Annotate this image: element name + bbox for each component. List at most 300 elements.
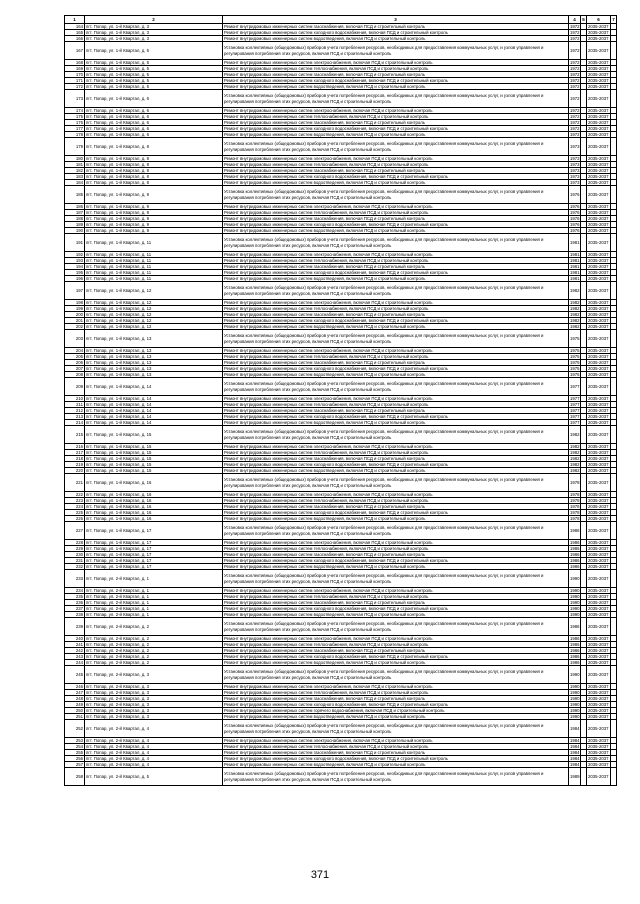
table-row xyxy=(65,720,617,738)
row-number-cell: 208 xyxy=(65,372,85,378)
period-cell: 2035-2037 xyxy=(588,540,609,545)
work-description-cell: Ремонт внутридомовых инженерных систем электроснабжения, включая ПСД и строительный контроль xyxy=(223,396,569,402)
period-cell: 2035-2037 xyxy=(588,510,609,515)
period-cell: 2035-2037 xyxy=(588,738,609,743)
work-description-cell: Ремонт внутридомовых инженерных систем электроснабжения, включая ПСД и строительный контроль xyxy=(223,492,569,498)
work-description-cell: Ремонт внутридомовых инженерных систем газоснабжения, включая ПСД и строительный контроль xyxy=(223,696,569,702)
work-description-cell: Ремонт внутридомовых инженерных систем теплоснабжения, включая ПСД и строительный контроль xyxy=(223,498,569,504)
build-year-cell: 1975 xyxy=(570,366,580,371)
col-7-cell xyxy=(611,90,617,108)
col-7-cell xyxy=(611,618,617,636)
period-cell: 2035-2037 xyxy=(588,612,609,617)
table-row xyxy=(65,330,617,348)
period-cell: 2035-2037 xyxy=(587,138,611,156)
col-7-cell xyxy=(611,42,617,60)
period-cell: 2035-2037 xyxy=(588,420,609,425)
period-cell: 2035-2037 xyxy=(588,552,609,557)
work-description-cell: Ремонт внутридомовых инженерных систем газоснабжения, включая ПСД и строительный контроль xyxy=(223,264,569,270)
work-description-cell: Ремонт внутридомовых инженерных систем электроснабжения, включая ПСД и строительный контроль xyxy=(223,588,569,594)
build-year-cell: 1972 xyxy=(570,132,580,137)
period-cell: 2035-2037 xyxy=(588,204,609,209)
address-cell: пгт. Попар, ул. 1-й Квартал, д. 6 xyxy=(85,90,223,108)
row-number-cell: 221 xyxy=(65,474,85,492)
build-year-cell: 1973 xyxy=(570,180,580,185)
row-number-cell: 231 xyxy=(65,558,85,564)
build-year-cell: 1990 xyxy=(570,684,580,689)
period-cell: 2035-2037 xyxy=(588,354,609,359)
row-number-cell: 248 xyxy=(65,696,85,702)
build-year-cell: 1972 xyxy=(570,36,580,41)
build-year-cell: 1986 xyxy=(569,522,581,540)
row-number-cell: 184 xyxy=(65,180,85,186)
header-cell-6: 6 xyxy=(587,16,611,24)
work-description-cell: Установка коллективных (общедомовых) приборов учета потребления ресурсов, необходимых для предоставления коммунальных услуг, и узлов управления и регулирования потребления этих ресурсов, включая ПСД и строительный контроль xyxy=(223,234,569,252)
work-description-cell: Ремонт внутридомовых инженерных систем электроснабжения, включая ПСД и строительный контроль xyxy=(223,204,569,210)
work-description-cell: Ремонт внутридомовых инженерных систем водоотведения, включая ПСД и строительный контроль xyxy=(223,276,569,282)
build-year-cell: 1975 xyxy=(569,330,581,348)
address-cell: пгт. Попар, ул. 1-й Квартал, д. 14 xyxy=(85,420,223,426)
address-cell: пгт. Попар, ул. 2-й Квартал, д. 1 xyxy=(85,600,223,606)
period-cell: 2035-2037 xyxy=(588,450,609,455)
period-cell: 2035-2037 xyxy=(588,546,609,551)
work-description-cell: Ремонт внутридомовых инженерных систем водоотведения, включая ПСД и строительный контроль xyxy=(223,612,569,618)
build-year-cell: 1972 xyxy=(570,30,580,35)
period-cell: 2035-2037 xyxy=(588,654,609,659)
address-cell: пгт. Попар, ул. 1-й Квартал, д. 16 xyxy=(85,504,223,510)
row-number-cell: 237 xyxy=(65,606,85,612)
work-description-cell: Ремонт внутридомовых инженерных систем электроснабжения, включая ПСД и строительный контроль xyxy=(223,252,569,258)
build-year-cell: 1982 xyxy=(570,318,580,323)
work-description-cell: Ремонт внутридомовых инженерных систем электроснабжения, включая ПСД и строительный контроль xyxy=(223,300,569,306)
row-number-cell: 205 xyxy=(65,354,85,360)
address-cell: пгт. Попар, ул. 1-й Квартал, д. 13 xyxy=(85,348,223,354)
period-cell: 2035-2037 xyxy=(588,702,609,707)
work-description-cell: Ремонт внутридомовых инженерных систем газоснабжения, включая ПСД и строительный контроль xyxy=(223,312,569,318)
table-row xyxy=(65,426,617,444)
address-cell: пгт. Попар, ул. 1-й Квартал, д. 16 xyxy=(85,516,223,522)
period-cell: 2035-2037 xyxy=(588,210,609,215)
build-year-cell: 1981 xyxy=(570,276,580,281)
address-cell: пгт. Попар, ул. 1-й Квартал, д. 15 xyxy=(85,462,223,468)
period-cell: 2035-2037 xyxy=(588,588,609,593)
row-number-cell: 198 xyxy=(65,300,85,306)
build-year-cell: 1977 xyxy=(570,420,580,425)
work-description-cell: Установка коллективных (общедомовых) приборов учета потребления ресурсов, необходимых для предоставления коммунальных услуг, и узлов управления и регулирования потребления этих ресурсов, включая ПСД и строительный контроль xyxy=(223,768,569,786)
address-cell: пгт. Попар, ул. 1-й Квартал, д. 8 xyxy=(85,156,223,162)
row-number-cell: 244 xyxy=(65,660,85,666)
work-description-cell: Ремонт внутридомовых инженерных систем газоснабжения, включая ПСД и строительный контроль xyxy=(223,408,569,414)
work-description-cell: Ремонт внутридомовых инженерных систем газоснабжения, включая ПСД и строительный контроль xyxy=(223,216,569,222)
work-description-cell: Ремонт внутридомовых инженерных систем теплоснабжения, включая ПСД и строительный контроль xyxy=(223,642,569,648)
address-cell: пгт. Попар, ул. 1-й Квартал, д. 17 xyxy=(85,564,223,570)
row-number-cell: 187 xyxy=(65,210,85,216)
work-description-cell: Ремонт внутридомовых инженерных систем электроснабжения, включая ПСД и строительный контроль xyxy=(223,108,569,114)
period-cell: 2035-2037 xyxy=(588,492,609,497)
row-number-cell: 167 xyxy=(65,42,85,60)
build-year-cell: 1972 xyxy=(570,84,580,89)
period-cell: 2035-2037 xyxy=(588,264,609,269)
build-year-cell: 1977 xyxy=(570,408,580,413)
work-description-cell: Ремонт внутридомовых инженерных систем электроснабжения, включая ПСД и строительный контроль xyxy=(223,348,569,354)
address-cell: пгт. Попар, ул. 1-й Квартал, д. 15 xyxy=(85,426,223,444)
address-cell: пгт. Попар, ул. 1-й Квартал, д. 11 xyxy=(85,252,223,258)
work-description-cell: Установка коллективных (общедомовых) приборов учета потребления ресурсов, необходимых для предоставления коммунальных услуг, и узлов управления и регулирования потребления этих ресурсов, включая ПСД и строительный контроль xyxy=(223,378,569,396)
address-cell: пгт. Попар, ул. 1-й Квартал, д. 16 xyxy=(85,510,223,516)
work-description-cell: Ремонт внутридомовых инженерных систем электроснабжения, включая ПСД и строительный контроль xyxy=(223,738,569,744)
row-number-cell: 176 xyxy=(65,120,85,126)
address-cell: пгт. Попар, ул. 1-й Квартал, д. 9 xyxy=(85,186,223,204)
work-description-cell: Ремонт внутридомовых инженерных систем электроснабжения, включая ПСД и строительный контроль xyxy=(223,156,569,162)
build-year-cell: 1976 xyxy=(570,222,580,227)
row-number-cell: 204 xyxy=(65,348,85,354)
address-cell: пгт. Попар, ул. 1-й Квартал, д. 6 xyxy=(85,108,223,114)
page-number: 371 xyxy=(310,869,330,881)
period-cell: 2035-2037 xyxy=(587,720,611,738)
address-cell: пгт. Попар, ул. 1-й Квартал, д. 5 xyxy=(85,42,223,60)
work-description-cell: Ремонт внутридомовых инженерных систем холодного водоснабжения, включая ПСД и строительный контроль xyxy=(223,270,569,276)
row-number-cell: 183 xyxy=(65,174,85,180)
work-description-cell: Установка коллективных (общедомовых) приборов учета потребления ресурсов, необходимых для предоставления коммунальных услуг, и узлов управления и регулирования потребления этих ресурсов, включая ПСД и строительный контроль xyxy=(223,570,569,588)
address-cell: пгт. Попар, ул. 1-й Квартал, д. 3 xyxy=(85,24,223,30)
period-cell: 2035-2037 xyxy=(587,234,611,252)
period-cell: 2035-2037 xyxy=(588,216,609,221)
build-year-cell: 1973 xyxy=(570,156,580,161)
build-year-cell: 1977 xyxy=(569,378,581,396)
row-number-cell: 206 xyxy=(65,360,85,366)
period-cell: 2035-2037 xyxy=(588,66,609,71)
build-year-cell: 1981 xyxy=(570,264,580,269)
address-cell: пгт. Попар, ул. 1-й Квартал, д. 11 xyxy=(85,264,223,270)
build-year-cell: 1984 xyxy=(570,750,580,755)
period-cell: 2035-2037 xyxy=(588,222,609,227)
period-cell: 2035-2037 xyxy=(588,84,609,89)
build-year-cell: 1984 xyxy=(570,738,580,743)
address-cell: пгт. Попар, ул. 1-й Квартал, д. 13 xyxy=(85,330,223,348)
period-cell: 2035-2037 xyxy=(587,90,611,108)
row-number-cell: 168 xyxy=(65,60,85,66)
build-year-cell: 1972 xyxy=(569,90,581,108)
build-year-cell: 1984 xyxy=(570,756,580,761)
col-7-cell xyxy=(611,522,617,540)
col-7-cell xyxy=(611,186,617,204)
work-description-cell: Ремонт внутридомовых инженерных систем теплоснабжения, включая ПСД и строительный контроль xyxy=(223,162,569,168)
address-cell: пгт. Попар, ул. 2-й Квартал, д. 2 xyxy=(85,660,223,666)
period-cell: 2035-2037 xyxy=(587,474,611,492)
period-cell: 2035-2037 xyxy=(587,522,611,540)
row-number-cell: 243 xyxy=(65,654,85,660)
period-cell: 2035-2037 xyxy=(587,570,611,588)
work-description-cell: Установка коллективных (общедомовых) приборов учета потребления ресурсов, необходимых для предоставления коммунальных услуг, и узлов управления и регулирования потребления этих ресурсов, включая ПСД и строительный контроль xyxy=(223,426,569,444)
work-description-cell: Установка коллективных (общедомовых) приборов учета потребления ресурсов, необходимых для предоставления коммунальных услуг, и узлов управления и регулирования потребления этих ресурсов, включая ПСД и строительный контроль xyxy=(223,474,569,492)
address-cell: пгт. Попар, ул. 2-й Квартал, д. 3 xyxy=(85,714,223,720)
row-number-cell: 256 xyxy=(65,756,85,762)
row-number-cell: 210 xyxy=(65,396,85,402)
row-number-cell: 201 xyxy=(65,318,85,324)
address-cell: пгт. Попар, ул. 1-й Квартал, д. 15 xyxy=(85,468,223,474)
build-year-cell: 1973 xyxy=(569,138,581,156)
address-cell: пгт. Попар, ул. 1-й Квартал, д. 16 xyxy=(85,474,223,492)
repair-schedule-table xyxy=(64,15,617,786)
row-number-cell: 258 xyxy=(65,768,85,786)
address-cell: пгт. Попар, ул. 1-й Квартал, д. 14 xyxy=(85,378,223,396)
address-cell: пгт. Попар, ул. 1-й Квартал, д. 5 xyxy=(85,66,223,72)
build-year-cell: 1977 xyxy=(570,414,580,419)
address-cell: пгт. Попар, ул. 1-й Квартал, д. 14 xyxy=(85,402,223,408)
work-description-cell: Ремонт внутридомовых инженерных систем теплоснабжения, включая ПСД и строительный контроль xyxy=(223,450,569,456)
build-year-cell: 1990 xyxy=(570,696,580,701)
row-number-cell: 224 xyxy=(65,504,85,510)
period-cell: 2035-2037 xyxy=(588,648,609,653)
period-cell: 2035-2037 xyxy=(588,114,609,119)
col-7-cell xyxy=(611,666,617,684)
build-year-cell: 1973 xyxy=(570,162,580,167)
row-number-cell: 188 xyxy=(65,216,85,222)
build-year-cell: 1982 xyxy=(570,450,580,455)
work-description-cell: Ремонт внутридомовых инженерных систем теплоснабжения, включая ПСД и строительный контроль xyxy=(223,402,569,408)
address-cell: пгт. Попар, ул. 1-й Квартал, д. 12 xyxy=(85,318,223,324)
period-cell: 2035-2037 xyxy=(588,36,609,41)
work-description-cell: Ремонт внутридомовых инженерных систем водоотведения, включая ПСД и строительный контроль xyxy=(223,762,569,768)
build-year-cell: 1976 xyxy=(570,216,580,221)
address-cell: пгт. Попар, ул. 1-й Квартал, д. 13 xyxy=(85,360,223,366)
period-cell: 2035-2037 xyxy=(587,282,611,300)
period-cell: 2035-2037 xyxy=(588,714,609,719)
work-description-cell: Ремонт внутридомовых инженерных систем холодного водоснабжения, включая ПСД и строительный контроль xyxy=(223,558,569,564)
table-row xyxy=(65,234,617,252)
address-cell: пгт. Попар, ул. 1-й Квартал, д. 15 xyxy=(85,456,223,462)
work-description-cell: Установка коллективных (общедомовых) приборов учета потребления ресурсов, необходимых для предоставления коммунальных услуг, и узлов управления и регулирования потребления этих ресурсов, включая ПСД и строительный контроль xyxy=(223,282,569,300)
row-number-cell: 197 xyxy=(65,282,85,300)
period-cell: 2035-2037 xyxy=(588,276,609,281)
address-cell: пгт. Попар, ул. 2-й Квартал, д. 4 xyxy=(85,762,223,768)
work-description-cell: Ремонт внутридомовых инженерных систем холодного водоснабжения, включая ПСД и строительный контроль xyxy=(223,174,569,180)
header-cell-7: 7 xyxy=(612,17,615,22)
period-cell: 2035-2037 xyxy=(588,462,609,467)
address-cell: пгт. Попар, ул. 1-й Квартал, д. 5 xyxy=(85,78,223,84)
period-cell: 2035-2037 xyxy=(588,78,609,83)
row-number-cell: 178 xyxy=(65,132,85,138)
row-number-cell: 236 xyxy=(65,600,85,606)
row-number-cell: 226 xyxy=(65,516,85,522)
row-number-cell: 242 xyxy=(65,648,85,654)
col-7-cell xyxy=(611,768,617,786)
work-description-cell: Установка коллективных (общедомовых) приборов учета потребления ресурсов, необходимых для предоставления коммунальных услуг, и узлов управления и регулирования потребления этих ресурсов, включая ПСД и строительный контроль xyxy=(223,186,569,204)
header-cell-5: 5 xyxy=(582,17,585,22)
row-number-cell: 253 xyxy=(65,738,85,744)
address-cell: пгт. Попар, ул. 1-й Квартал, д. 12 xyxy=(85,312,223,318)
build-year-cell: 1982 xyxy=(570,462,580,467)
work-description-cell: Ремонт внутридомовых инженерных систем холодного водоснабжения, включая ПСД и строительный контроль xyxy=(223,702,569,708)
row-number-cell: 190 xyxy=(65,228,85,234)
build-year-cell: 1990 xyxy=(569,666,581,684)
build-year-cell: 1977 xyxy=(570,402,580,407)
row-number-cell: 215 xyxy=(65,426,85,444)
row-number-cell: 211 xyxy=(65,402,85,408)
row-number-cell: 200 xyxy=(65,312,85,318)
row-number-cell: 170 xyxy=(65,72,85,78)
work-description-cell: Ремонт внутридомовых инженерных систем газоснабжения, включая ПСД и строительный контроль xyxy=(223,456,569,462)
build-year-cell: 1982 xyxy=(570,324,580,329)
build-year-cell: 1972 xyxy=(570,24,580,29)
build-year-cell: 1981 xyxy=(569,234,581,252)
work-description-cell: Ремонт внутридомовых инженерных систем газоснабжения, включая ПСД и строительный контроль xyxy=(223,168,569,174)
address-cell: пгт. Попар, ул. 2-й Квартал, д. 3 xyxy=(85,690,223,696)
row-number-cell: 180 xyxy=(65,156,85,162)
address-cell: пгт. Попар, ул. 2-й Квартал, д. 1 xyxy=(85,594,223,600)
work-description-cell: Ремонт внутридомовых инженерных систем водоотведения, включая ПСД и строительный контроль xyxy=(223,180,569,186)
work-description-cell: Ремонт внутридомовых инженерных систем газоснабжения, включая ПСД и строительный контроль xyxy=(223,648,569,654)
build-year-cell: 1982 xyxy=(569,426,581,444)
row-number-cell: 240 xyxy=(65,636,85,642)
build-year-cell: 1982 xyxy=(570,300,580,305)
row-number-cell: 181 xyxy=(65,162,85,168)
address-cell: пгт. Попар, ул. 2-й Квартал, д. 4 xyxy=(85,738,223,744)
address-cell: пгт. Попар, ул. 1-й Квартал, д. 5 xyxy=(85,60,223,66)
work-description-cell: Ремонт внутридомовых инженерных систем теплоснабжения, включая ПСД и строительный контроль xyxy=(223,354,569,360)
address-cell: пгт. Попар, ул. 1-й Квартал, д. 3 xyxy=(85,30,223,36)
work-description-cell: Ремонт внутридомовых инженерных систем холодного водоснабжения, включая ПСД и строительный контроль xyxy=(223,756,569,762)
period-cell: 2035-2037 xyxy=(588,228,609,233)
build-year-cell: 1982 xyxy=(570,468,580,473)
table-row xyxy=(65,618,617,636)
row-number-cell: 217 xyxy=(65,450,85,456)
period-cell: 2035-2037 xyxy=(588,168,609,173)
period-cell: 2035-2037 xyxy=(588,498,609,503)
work-description-cell: Установка коллективных (общедомовых) приборов учета потребления ресурсов, необходимых для предоставления коммунальных услуг, и узлов управления и регулирования потребления этих ресурсов, включая ПСД и строительный контроль xyxy=(223,90,569,108)
build-year-cell: 1982 xyxy=(570,306,580,311)
period-cell: 2035-2037 xyxy=(588,594,609,599)
work-description-cell: Ремонт внутридомовых инженерных систем холодного водоснабжения, включая ПСД и строительный контроль xyxy=(223,510,569,516)
work-description-cell: Ремонт внутридомовых инженерных систем холодного водоснабжения, включая ПСД и строительный контроль xyxy=(223,30,569,36)
build-year-cell: 1986 xyxy=(569,618,581,636)
row-number-cell: 189 xyxy=(65,222,85,228)
header-cell-4: 4 xyxy=(569,16,581,24)
build-year-cell: 1986 xyxy=(570,654,580,659)
build-year-cell: 1975 xyxy=(570,360,580,365)
period-cell: 2035-2037 xyxy=(588,366,609,371)
period-cell: 2035-2037 xyxy=(587,618,611,636)
build-year-cell: 1972 xyxy=(569,42,581,60)
build-year-cell: 1986 xyxy=(570,642,580,647)
document-page xyxy=(64,15,616,786)
period-cell: 2035-2037 xyxy=(588,132,609,137)
row-number-cell: 174 xyxy=(65,108,85,114)
address-cell: пгт. Попар, ул. 1-й Квартал, д. 6 xyxy=(85,132,223,138)
build-year-cell: 1978 xyxy=(570,504,580,509)
period-cell: 2035-2037 xyxy=(588,606,609,611)
address-cell: пгт. Попар, ул. 1-й Квартал, д. 17 xyxy=(85,522,223,540)
period-cell: 2035-2037 xyxy=(588,696,609,701)
work-description-cell: Ремонт внутридомовых инженерных систем теплоснабжения, включая ПСД и строительный контроль xyxy=(223,744,569,750)
address-cell: пгт. Попар, ул. 2-й Квартал, д. 3 xyxy=(85,684,223,690)
row-number-cell: 252 xyxy=(65,720,85,738)
table-row xyxy=(65,768,617,786)
work-description-cell: Ремонт внутридомовых инженерных систем водоотведения, включая ПСД и строительный контроль xyxy=(223,324,569,330)
work-description-cell: Ремонт внутридомовых инженерных систем теплоснабжения, включая ПСД и строительный контроль xyxy=(223,66,569,72)
build-year-cell: 1972 xyxy=(570,120,580,125)
period-cell: 2035-2037 xyxy=(588,396,609,401)
row-number-cell: 166 xyxy=(65,36,85,42)
build-year-cell: 1990 xyxy=(569,570,581,588)
work-description-cell: Ремонт внутридомовых инженерных систем холодного водоснабжения, включая ПСД и строительный контроль xyxy=(223,222,569,228)
address-cell: пгт. Попар, ул. 2-й Квартал, д. 2 xyxy=(85,618,223,636)
period-cell: 2035-2037 xyxy=(588,444,609,449)
period-cell: 2035-2037 xyxy=(588,504,609,509)
build-year-cell: 1986 xyxy=(570,546,580,551)
period-cell: 2035-2037 xyxy=(588,72,609,77)
address-cell: пгт. Попар, ул. 1-й Квартал, д. 14 xyxy=(85,396,223,402)
address-cell: пгт. Попар, ул. 1-й Квартал, д. 6 xyxy=(85,120,223,126)
period-cell: 2035-2037 xyxy=(588,558,609,563)
build-year-cell: 1978 xyxy=(570,498,580,503)
row-number-cell: 255 xyxy=(65,750,85,756)
build-year-cell: 1986 xyxy=(570,648,580,653)
period-cell: 2035-2037 xyxy=(588,372,609,377)
row-number-cell: 216 xyxy=(65,444,85,450)
header-cell-3: 3 xyxy=(223,16,569,24)
address-cell: пгт. Попар, ул. 2-й Квартал, д. 2 xyxy=(85,654,223,660)
build-year-cell: 1973 xyxy=(570,174,580,179)
work-description-cell: Установка коллективных (общедомовых) приборов учета потребления ресурсов, необходимых для предоставления коммунальных услуг, и узлов управления и регулирования потребления этих ресурсов, включая ПСД и строительный контроль xyxy=(223,138,569,156)
row-number-cell: 251 xyxy=(65,714,85,720)
header-row xyxy=(65,16,617,24)
build-year-cell: 1972 xyxy=(570,78,580,83)
address-cell: пгт. Попар, ул. 1-й Квартал, д. 6 xyxy=(85,114,223,120)
col-7-cell xyxy=(611,474,617,492)
address-cell: пгт. Попар, ул. 1-й Квартал, д. 8 xyxy=(85,138,223,156)
address-cell: пгт. Попар, ул. 1-й Квартал, д. 11 xyxy=(85,276,223,282)
row-number-cell: 241 xyxy=(65,642,85,648)
period-cell: 2035-2037 xyxy=(588,690,609,695)
build-year-cell: 1990 xyxy=(570,702,580,707)
address-cell: пгт. Попар, ул. 1-й Квартал, д. 5 xyxy=(85,72,223,78)
work-description-cell: Ремонт внутридомовых инженерных систем электроснабжения, включая ПСД и строительный контроль xyxy=(223,636,569,642)
build-year-cell: 1976 xyxy=(570,228,580,233)
row-number-cell: 196 xyxy=(65,276,85,282)
col-7-cell xyxy=(611,426,617,444)
build-year-cell: 1990 xyxy=(570,594,580,599)
address-cell: пгт. Попар, ул. 1-й Квартал, д. 17 xyxy=(85,546,223,552)
period-cell: 2035-2037 xyxy=(588,108,609,113)
build-year-cell: 1984 xyxy=(570,744,580,749)
row-number-cell: 235 xyxy=(65,594,85,600)
work-description-cell: Ремонт внутридомовых инженерных систем электроснабжения, включая ПСД и строительный контроль xyxy=(223,684,569,690)
build-year-cell: 1977 xyxy=(570,396,580,401)
work-description-cell: Ремонт внутридомовых инженерных систем газоснабжения, включая ПСД и строительный контроль xyxy=(223,750,569,756)
address-cell: пгт. Попар, ул. 2-й Квартал, д. 4 xyxy=(85,720,223,738)
period-cell: 2035-2037 xyxy=(588,24,609,29)
col-7-cell xyxy=(611,282,617,300)
work-description-cell: Ремонт внутридомовых инженерных систем холодного водоснабжения, включая ПСД и строительный контроль xyxy=(223,126,569,132)
period-cell: 2035-2037 xyxy=(588,60,609,65)
address-cell: пгт. Попар, ул. 1-й Квартал, д. 8 xyxy=(85,168,223,174)
period-cell: 2035-2037 xyxy=(587,768,611,786)
build-year-cell: 1972 xyxy=(570,72,580,77)
row-number-cell: 199 xyxy=(65,306,85,312)
build-year-cell: 1975 xyxy=(570,348,580,353)
row-number-cell: 219 xyxy=(65,462,85,468)
address-cell: пгт. Попар, ул. 1-й Квартал, д. 9 xyxy=(85,228,223,234)
build-year-cell: 1982 xyxy=(570,444,580,449)
address-cell: пгт. Попар, ул. 1-й Квартал, д. 12 xyxy=(85,300,223,306)
build-year-cell: 1975 xyxy=(570,354,580,359)
address-cell: пгт. Попар, ул. 2-й Квартал, д. 2 xyxy=(85,648,223,654)
work-description-cell: Ремонт внутридомовых инженерных систем холодного водоснабжения, включая ПСД и строительный контроль xyxy=(223,654,569,660)
build-year-cell: 1978 xyxy=(570,492,580,497)
address-cell: пгт. Попар, ул. 1-й Квартал, д. 12 xyxy=(85,324,223,330)
row-number-cell: 193 xyxy=(65,258,85,264)
address-cell: пгт. Попар, ул. 2-й Квартал, д. 3 xyxy=(85,666,223,684)
